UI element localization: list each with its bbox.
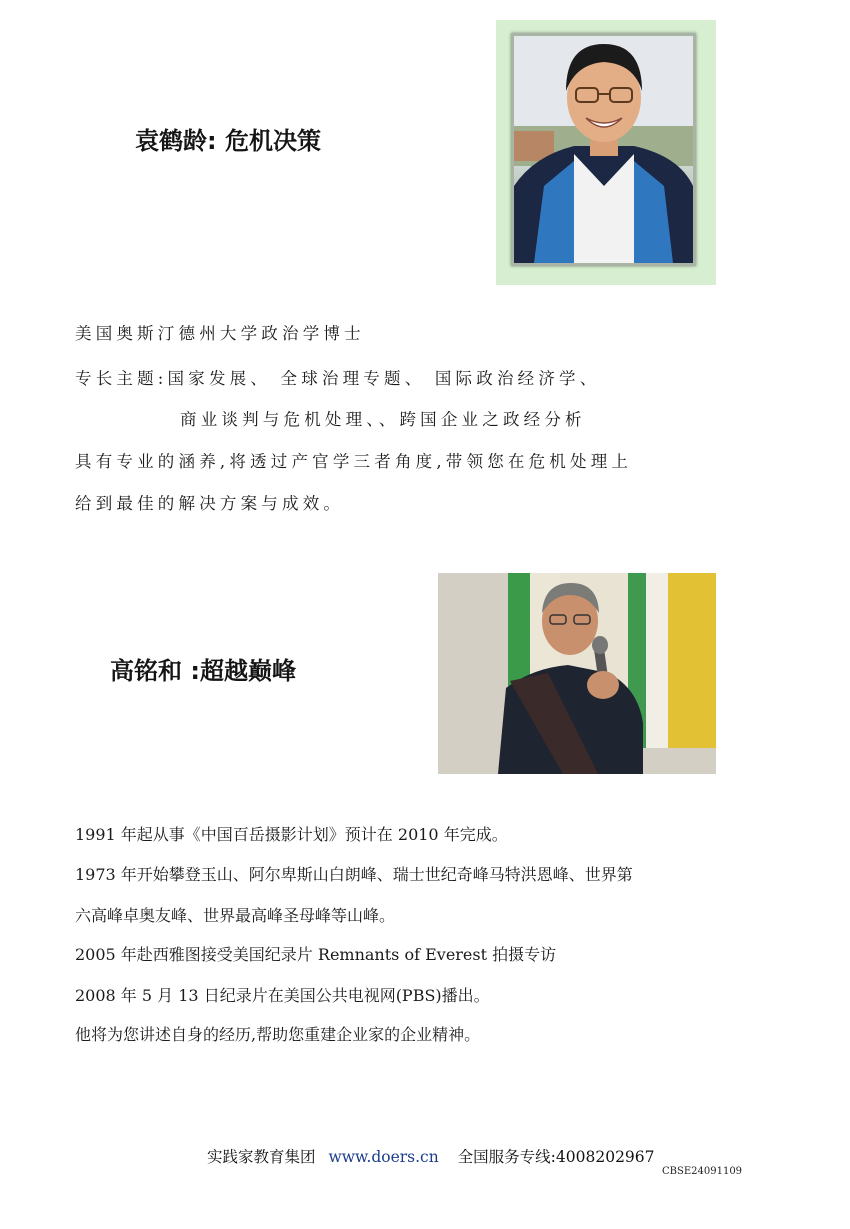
footer bbox=[207, 1145, 655, 1167]
footer-code: CBSE24091109 bbox=[662, 1166, 743, 1177]
speaker2-line-6: 他将为您讲述自身的经历,帮助您重建企业家的企业精神。 bbox=[75, 1025, 481, 1044]
footer-url-link[interactable]: www.doers.cn bbox=[328, 1148, 439, 1166]
speaker1-line-2: 专长主题:国家发展、 全球治理专题、 国际政治经济学、 bbox=[75, 369, 601, 388]
speaker1-line-3: 商业谈判与危机处理、、跨国企业之政经分析 bbox=[180, 410, 586, 429]
speaker1-line-1: 美国奥斯汀德州大学政治学博士 bbox=[75, 324, 365, 343]
speaker1-photo bbox=[511, 33, 696, 266]
speaker1-line-4: 具有专业的涵养,将透过产官学三者角度,带领您在危机处理上 bbox=[75, 452, 633, 471]
footer-hotline: 全国服务专线:4008202967 bbox=[457, 1148, 655, 1166]
footer-org: 实践家教育集团 bbox=[207, 1148, 316, 1166]
speaker2-line-2: 1973 年开始攀登玉山、阿尔卑斯山白朗峰、瑞士世纪奇峰马特洪恩峰、世界第 bbox=[75, 865, 633, 884]
speaker2-line-5: 2008 年 5 月 13 日纪录片在美国公共电视网(PBS)播出。 bbox=[75, 986, 490, 1005]
speaker2-title: 高铭和 :超越巅峰 bbox=[110, 657, 296, 685]
speaker2-line-3: 六高峰卓奥友峰、世界最高峰圣母峰等山峰。 bbox=[75, 906, 396, 925]
speaker2-line-1: 1991 年起从事《中国百岳摄影计划》预计在 2010 年完成。 bbox=[75, 825, 508, 844]
speaker1-title: 袁鹤龄: 危机决策 bbox=[135, 127, 321, 155]
speaker2-photo bbox=[438, 573, 716, 774]
speaker1-line-5: 给到最佳的解决方案与成效。 bbox=[75, 494, 345, 513]
speaker2-line-4: 2005 年赴西雅图接受美国纪录片 Remnants of Everest 拍摄专访 bbox=[75, 945, 557, 964]
